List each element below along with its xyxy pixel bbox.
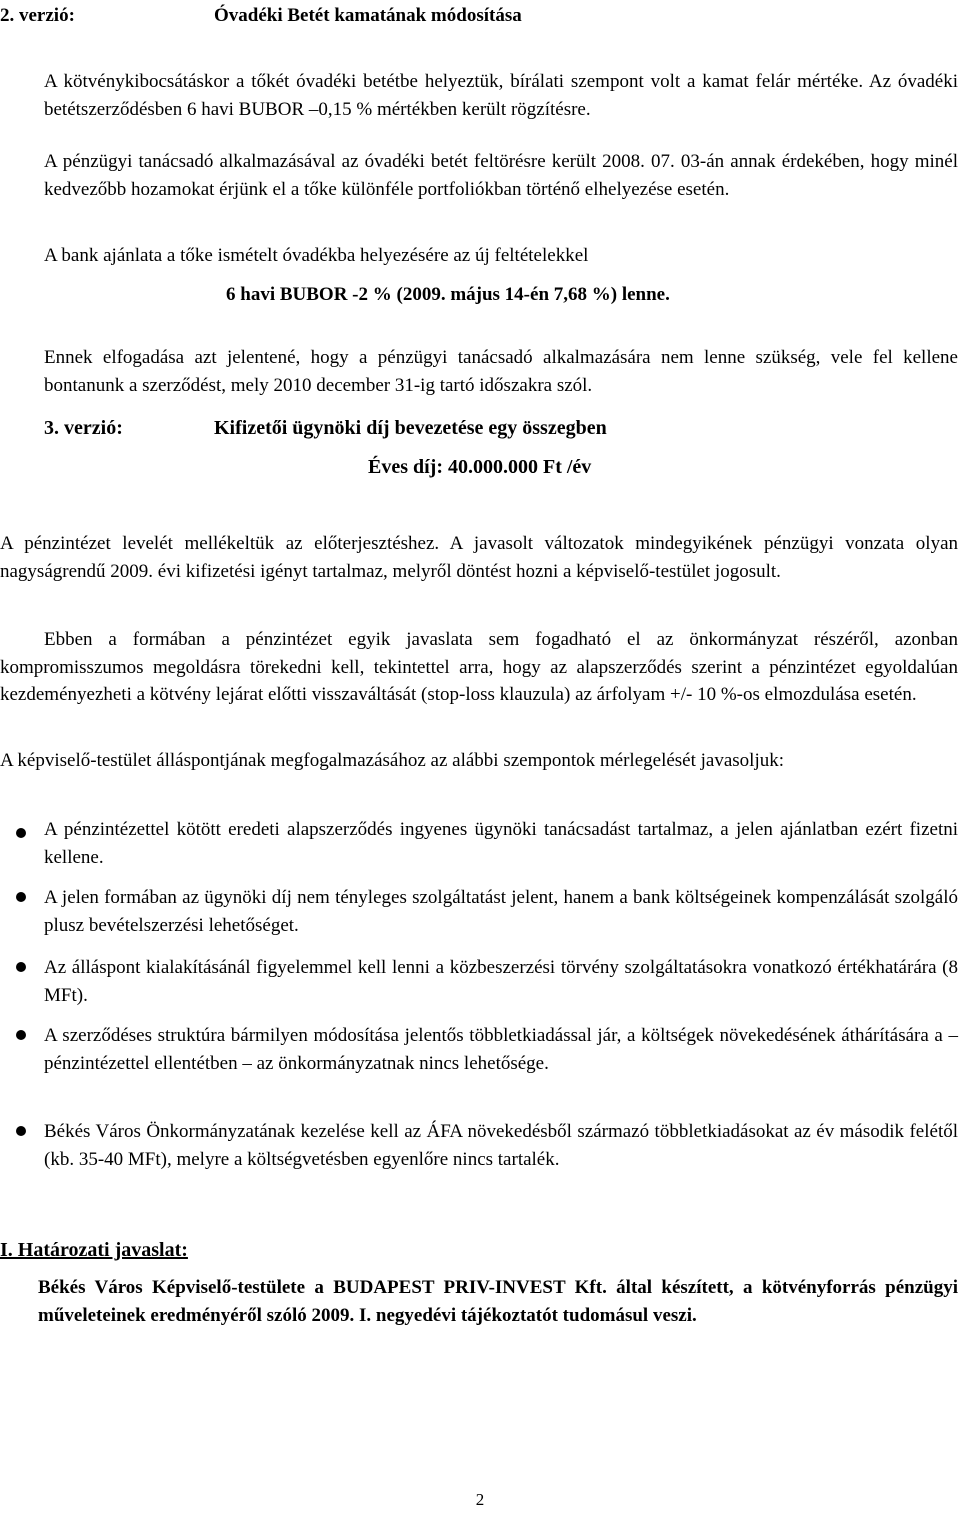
bullet-dot	[16, 828, 26, 838]
resolution-text: Békés Város Képviselő-testülete a BUDAPEST PRIV-INVEST Kft. által készített, a kötvényforrás pénzügyi műveleteinek eredményéről szóló 2009. I. negyedévi tájékoztatót tudomásul veszi.	[38, 1277, 958, 1326]
section2-paragraph-2: A pénzügyi tanácsadó alkalmazásával az óvadéki betét feltörésre került 2008. 07. 03-án annak érdekében, hogy minél kedvezőbb hozamokat érjünk el a tőke különféle portfoliókban történő elhelyezése esetén.	[44, 151, 958, 200]
body-paragraph-5: A pénzintézet levelét mellékeltük az előterjesztéshez. A javasolt változatok mindegyikének pénzügyi vonzata olyan nagyságrendű 2009. évi kifizetési igényt tartalmaz, melyről döntést hozni a képviselő-testület jogosult.	[0, 533, 958, 582]
resolution-heading: I. Határozati javaslat:	[0, 1239, 188, 1261]
section2-label: 2. verzió:	[0, 5, 75, 26]
bullet-item-4: A szerződéses struktúra bármilyen módosítása jelentős többletkiadással jár, a költségek növekedésének áthárítására a – pénzintézettel ellentétben – az önkormányzatnak nincs lehetősége.	[44, 1025, 958, 1074]
bullet-item-5: Békés Város Önkormányzatának kezelése kell az ÁFA növekedésből származó többletkiadásokat az év második felétől (kb. 35-40 MFt), melyre a költségvetésben egyenlőre nincs tartalék.	[44, 1121, 958, 1170]
section3-title: Kifizetői ügynöki díj bevezetése egy összegben	[214, 417, 607, 439]
section3-label: 3. verzió:	[44, 417, 123, 439]
section2-paragraph-1: A kötvénykibocsátáskor a tőkét óvadéki betétbe helyeztük, bírálati szempont volt a kamat felár mértéke. Az óvadéki betétszerződésben 6 havi BUBOR –0,15 % mértékben került rögzítésre.	[44, 71, 958, 120]
section2-paragraph-3: A bank ajánlata a tőke ismételt óvadékba helyezésére az új feltételekkel	[44, 245, 589, 266]
page-number: 2	[475, 1490, 485, 1509]
section2-title: Óvadéki Betét kamatának módosítása	[214, 5, 522, 26]
bullet-dot	[16, 1126, 26, 1136]
body-paragraph-7: A képviselő-testület álláspontjának megfogalmazásához az alábbi szempontok mérlegelését javasoljuk:	[0, 750, 785, 771]
bullet-item-2: A jelen formában az ügynöki díj nem tényleges szolgáltatást jelent, hanem a bank költségeinek kompenzálását szolgáló plusz bevételszerzési lehetőséget.	[44, 887, 958, 936]
bullet-dot	[16, 962, 26, 972]
section2-paragraph-4: Ennek elfogadása azt jelentené, hogy a pénzügyi tanácsadó alkalmazására nem lenne szükség, vele fel kellene bontanunk a szerződést, mely 2010 december 31-ig tartó időszakra szól.	[44, 347, 958, 396]
bullet-dot	[16, 1030, 26, 1040]
bullet-dot	[16, 892, 26, 902]
bullet-item-1: A pénzintézettel kötött eredeti alapszerződés ingyenes ügynöki tanácsadást tartalmaz, a jelen ajánlatban ezért fizetni kellene.	[44, 819, 958, 868]
annual-fee: Éves díj: 40.000.000 Ft /év	[368, 456, 592, 478]
section2-rate: 6 havi BUBOR -2 % (2009. május 14-én 7,68 %) lenne.	[226, 284, 670, 305]
body-paragraph-6: Ebben a formában a pénzintézet egyik javaslata sem fogadható el az önkormányzat részéről, azonban kompromisszumos megoldásra törekedni kell, tekintettel arra, hogy az alapszerződés szerint a pénzintézet egyoldalúan kezdeményezheti a kötvény lejárat előtti visszaváltását (stop-loss klauzula) az árfolyam +/- 10 %-os elmozdulása esetén.	[0, 629, 958, 705]
bullet-item-3: Az álláspont kialakításánál figyelemmel kell lenni a közbeszerzési törvény szolgáltatásokra vonatkozó értékhatárára (8 MFt).	[44, 957, 958, 1006]
